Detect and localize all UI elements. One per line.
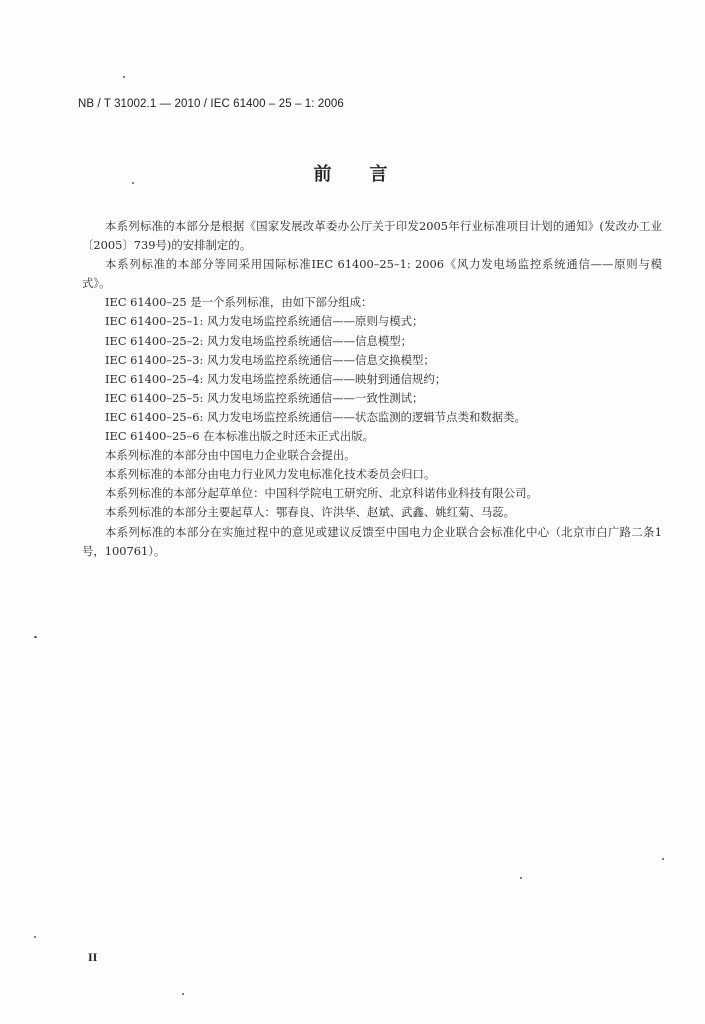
scan-speck — [123, 76, 125, 78]
series-part-6: IEC 61400–25–6: 风力发电场监控系统通信——状态监测的逻辑节点类和数据类。 — [105, 409, 526, 424]
scan-speck — [662, 858, 664, 860]
page-number: II — [88, 950, 98, 964]
statement-proposer: 本系列标准的本部分由中国电力企业联合会提出。 — [105, 448, 356, 463]
scan-speck — [34, 936, 36, 938]
statement-drafting-units: 本系列标准的本部分起草单位：中国科学院电工研究所、北京科诺伟业科技有限公司。 — [105, 486, 538, 501]
page-title: 前言 — [313, 164, 426, 185]
series-part-2: IEC 61400–25–2: 风力发电场监控系统通信——信息模型； — [105, 333, 413, 348]
series-part-5: IEC 61400–25–5: 风力发电场监控系统通信——一致性测试； — [105, 390, 424, 405]
series-intro: IEC 61400–25 是一个系列标准，由如下部分组成： — [105, 295, 373, 310]
standard-code-header: NB / T 31002.1 — 2010 / IEC 61400 – 25 – 1: 2006 — [78, 98, 344, 110]
paragraph-basis: 本系列标准的本部分是根据《国家发展改革委办公厅关于印发2005年行业标准项目计划的通知》(发改办工业〔2005〕739号)的安排制定的。 — [82, 219, 662, 253]
series-part-4: IEC 61400–25–4: 风力发电场监控系统通信——映射到通信规约； — [105, 371, 447, 386]
foreword-body — [82, 217, 662, 561]
statement-administrator: 本系列标准的本部分由电力行业风力发电标准化技术委员会归口。 — [105, 467, 436, 482]
paragraph-feedback: 本系列标准的本部分在实施过程中的意见或建议反馈至中国电力企业联合会标准化中心（北京市白广路二条1号，100761）。 — [82, 524, 662, 558]
statement-publication: IEC 61400–25–6 在本标准出版之时还未正式出版。 — [105, 429, 374, 444]
paragraph-adoption: 本系列标准的本部分等同采用国际标准IEC 61400–25–1: 2006《风力发电场监控系统通信——原则与模式》。 — [82, 257, 662, 291]
series-part-3: IEC 61400–25–3: 风力发电场监控系统通信——信息交换模型； — [105, 352, 435, 367]
series-part-1: IEC 61400–25–1: 风力发电场监控系统通信——原则与模式； — [105, 314, 424, 329]
scan-speck — [132, 182, 134, 184]
statement-drafters: 本系列标准的本部分主要起草人：鄂春良、许洪华、赵斌、武鑫、姚红菊、马蕊。 — [105, 505, 516, 520]
scan-speck — [520, 877, 522, 879]
scan-speck — [34, 636, 37, 638]
scan-speck — [182, 993, 184, 995]
